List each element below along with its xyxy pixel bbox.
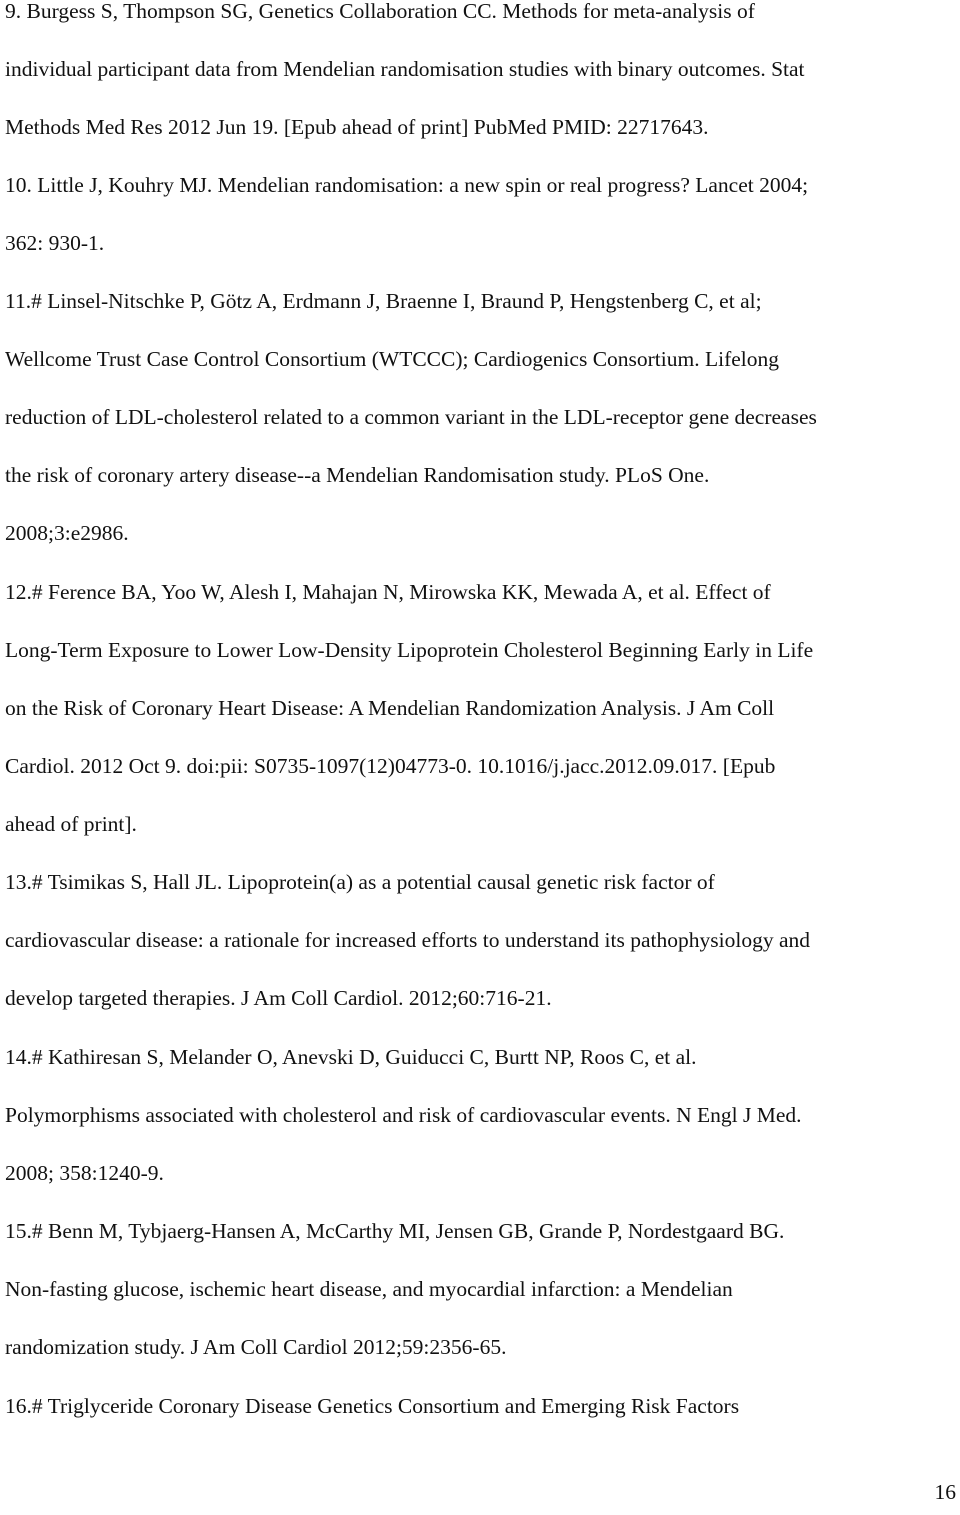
reference-line: Methods Med Res 2012 Jun 19. [Epub ahead of print] PubMed PMID: 22717643. [5, 115, 709, 139]
reference-line: 14.# Kathiresan S, Melander O, Anevski D, Guiducci C, Burtt NP, Roos C, et al. [5, 1045, 697, 1069]
reference-line: 10. Little J, Kouhry MJ. Mendelian randomisation: a new spin or real progress? Lancet 2004; [5, 173, 809, 197]
reference-line: ahead of print]. [5, 812, 137, 836]
reference-line: 2008; 358:1240-9. [5, 1161, 164, 1185]
reference-line: Non-fasting glucose, ischemic heart disease, and myocardial infarction: a Mendelian [5, 1277, 733, 1301]
reference-line: 16.# Triglyceride Coronary Disease Genetics Consortium and Emerging Risk Factors [5, 1394, 740, 1418]
reference-line: the risk of coronary artery disease--a Mendelian Randomisation study. PLoS One. [5, 463, 710, 487]
reference-line: 2008;3:e2986. [5, 521, 129, 545]
reference-line: Cardiol. 2012 Oct 9. doi:pii: S0735-1097(12)04773-0. 10.1016/j.jacc.2012.09.017. [Epub [5, 754, 776, 778]
reference-line: Polymorphisms associated with cholesterol and risk of cardiovascular events. N Engl J Med. [5, 1103, 802, 1127]
reference-line: Wellcome Trust Case Control Consortium (WTCCC); Cardiogenics Consortium. Lifelong [5, 347, 780, 371]
reference-line: 11.# Linsel-Nitschke P, Götz A, Erdmann J, Braenne I, Braund P, Hengstenberg C, et al; [5, 289, 762, 313]
reference-line: individual participant data from Mendelian randomisation studies with binary outcomes. Stat [5, 57, 805, 81]
reference-line: Long-Term Exposure to Lower Low-Density Lipoprotein Cholesterol Beginning Early in Life [5, 638, 814, 662]
reference-line: 9. Burgess S, Thompson SG, Genetics Collaboration CC. Methods for meta-analysis of [5, 0, 755, 23]
reference-line: on the Risk of Coronary Heart Disease: A Mendelian Randomization Analysis. J Am Coll [5, 696, 775, 720]
reference-line: randomization study. J Am Coll Cardiol 2012;59:2356-65. [5, 1335, 507, 1359]
reference-line: 13.# Tsimikas S, Hall JL. Lipoprotein(a) as a potential causal genetic risk factor of [5, 870, 715, 894]
reference-line: 362: 930-1. [5, 231, 105, 255]
reference-line: 12.# Ference BA, Yoo W, Alesh I, Mahajan N, Mirowska KK, Mewada A, et al. Effect of [5, 580, 771, 604]
reference-line: reduction of LDL-cholesterol related to a common variant in the LDL-receptor gene decreases [5, 405, 817, 429]
reference-line: 15.# Benn M, Tybjaerg-Hansen A, McCarthy MI, Jensen GB, Grande P, Nordestgaard BG. [5, 1219, 785, 1243]
reference-line: develop targeted therapies. J Am Coll Cardiol. 2012;60:716-21. [5, 986, 552, 1010]
page-number: 16 [934, 1480, 956, 1504]
reference-line: cardiovascular disease: a rationale for increased efforts to understand its pathophysiology and [5, 928, 810, 952]
